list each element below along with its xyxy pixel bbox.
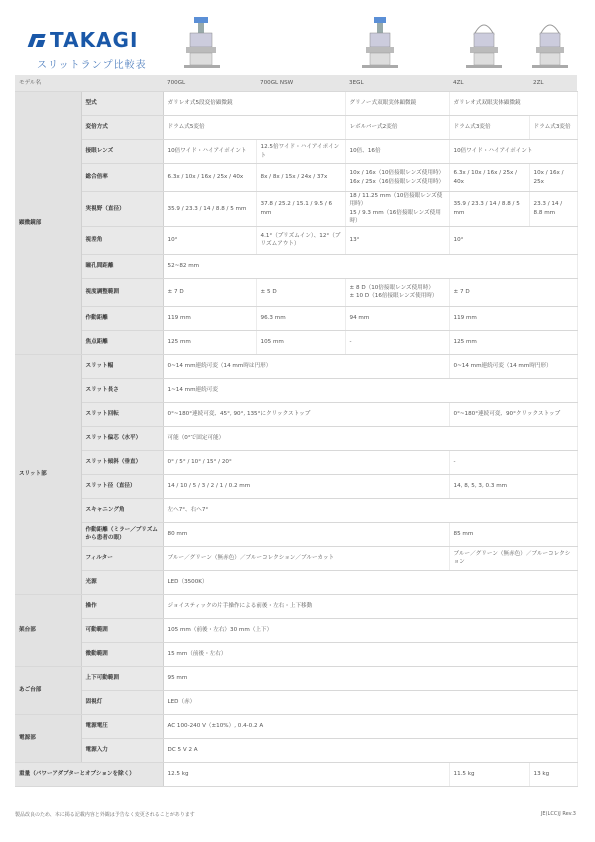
table-row [15, 192, 577, 227]
spec-cell: レボルバー式2変倍 [345, 116, 449, 140]
spec-cell: 119 mm [449, 306, 577, 330]
spec-cell: 8x / 8x / 15x / 24x / 37x [256, 164, 345, 192]
spec-cell: 0°~180°連続可変、45°, 90°, 135°にクリックストップ [163, 402, 449, 426]
spec-cell: ブルー／グリーン（無赤色）／ブルーコレクション／ブルーカット [163, 546, 449, 570]
spec-cell: 15 mm（前後・左右） [163, 642, 577, 666]
row-label: スリット長さ [81, 378, 163, 402]
section-label: 顕微鏡部 [15, 92, 81, 355]
spec-cell: 0° / 5° / 10° / 15° / 20° [163, 450, 449, 474]
spec-cell: 85 mm [449, 522, 577, 546]
table-row [15, 474, 577, 498]
spec-cell: - [345, 330, 449, 354]
spec-comparison-table [15, 75, 578, 787]
table-row [15, 450, 577, 474]
weight-label: 重量（パワーアダプターとオプションを除く） [15, 762, 163, 786]
spec-cell: ± 7 D [449, 278, 577, 306]
spec-cell: 10倍ワイド・ハイアイポイント [449, 140, 577, 164]
table-row [15, 226, 577, 254]
spec-cell: 105 mm（前後・左右）30 mm（上下） [163, 618, 577, 642]
spec-cell: 0~14 mm連続可変（14 mm時円形） [449, 354, 577, 378]
section-label: 電源部 [15, 714, 81, 762]
spec-cell: LED（3500K） [163, 570, 577, 594]
row-label: 操作 [81, 594, 163, 618]
weight-cell: 12.5 kg [163, 762, 449, 786]
table-row [15, 714, 577, 738]
table-row [15, 546, 577, 570]
spec-cell: ガリレオ式双眼実体顕微鏡 [449, 92, 577, 116]
row-label: 焦点距離 [81, 330, 163, 354]
row-label: スリット幅 [81, 354, 163, 378]
row-label: フィルター [81, 546, 163, 570]
spec-cell: ジョイスティックの片手操作による前後・左右・上下移動 [163, 594, 577, 618]
header-model-name: モデル名 [15, 75, 163, 92]
row-label: 型式 [81, 92, 163, 116]
spec-cell: 12.5倍ワイド・ハイアイポイント [256, 140, 345, 164]
spec-cell: ± 5 D [256, 278, 345, 306]
document-id: JE(LCC)J Rev.3 [540, 811, 576, 817]
row-label: 電源入力 [81, 738, 163, 762]
spec-cell: LED（赤） [163, 690, 577, 714]
spec-cell: 18 / 11.25 mm（10倍接眼レンズ使用時） 15 / 9.3 mm（16倍接眼レンズ使用時） [345, 192, 449, 227]
row-label: スキャニング角 [81, 498, 163, 522]
table-row [15, 594, 577, 618]
spec-cell: 119 mm [163, 306, 256, 330]
spec-cell: 0°~180°連続可変、90°クリックストップ [449, 402, 577, 426]
slit-lamp-2zl-image [528, 15, 572, 70]
spec-cell: 14, 8, 5, 3, 0.3 mm [449, 474, 577, 498]
spec-cell: 6.3x / 10x / 16x / 25x / 40x [163, 164, 256, 192]
table-row [15, 330, 577, 354]
spec-cell: 可能（0°で固定可能） [163, 426, 577, 450]
spec-cell: 1~14 mm連続可変 [163, 378, 577, 402]
spec-cell: 96.3 mm [256, 306, 345, 330]
row-label: 電源電圧 [81, 714, 163, 738]
table-row [15, 354, 577, 378]
section-label: スリット部 [15, 354, 81, 594]
header-model-700gl: 700GL [163, 75, 256, 92]
row-label: 瞳孔間距離 [81, 254, 163, 278]
header-model-3egl: 3EGL [345, 75, 449, 92]
table-row [15, 402, 577, 426]
spec-cell: 35.9 / 23.3 / 14 / 8.8 / 5 mm [163, 192, 256, 227]
weight-cell: 13 kg [529, 762, 577, 786]
footnote: 製品改良のため、本に掲る記載内容と外観は予告なく変更されることがあります [15, 812, 195, 818]
spec-cell: 0~14 mm連続可変（14 mm時は円形） [163, 354, 449, 378]
spec-cell: 10° [449, 226, 577, 254]
spec-cell: ± 7 D [163, 278, 256, 306]
row-label: 光源 [81, 570, 163, 594]
header-model-700gl-nsw: 700GL NSW [256, 75, 345, 92]
table-row [15, 690, 577, 714]
row-label: 視差角 [81, 226, 163, 254]
row-label: 可動範囲 [81, 618, 163, 642]
table-row [15, 306, 577, 330]
spec-cell: 80 mm [163, 522, 449, 546]
row-label: 実視野（直径） [81, 192, 163, 227]
spec-cell: 23.3 / 14 / 8.8 mm [529, 192, 577, 227]
spec-cell: AC 100-240 V（±10%）, 0.4-0.2 A [163, 714, 577, 738]
table-row [15, 378, 577, 402]
spec-cell: 4.1°（プリズムイン）、12°（プリズムアウト） [256, 226, 345, 254]
spec-cell: 35.9 / 23.3 / 14 / 8.8 / 5 mm [449, 192, 529, 227]
spec-cell: 10x / 16x / 25x [529, 164, 577, 192]
table-header-row [15, 75, 577, 92]
weight-cell: 11.5 kg [449, 762, 529, 786]
section-label: あご台部 [15, 666, 81, 714]
section-label: 架台部 [15, 594, 81, 666]
row-label: 固視灯 [81, 690, 163, 714]
spec-cell: 10° [163, 226, 256, 254]
spec-cell: 125 mm [449, 330, 577, 354]
table-row [15, 570, 577, 594]
table-row [15, 738, 577, 762]
spec-cell: 10倍ワイド・ハイアイポイント [163, 140, 256, 164]
row-label: 総合倍率 [81, 164, 163, 192]
spec-cell: ドラム式3変倍 [449, 116, 529, 140]
spec-cell: 左へ7°、右へ7° [163, 498, 577, 522]
table-row [15, 164, 577, 192]
row-label: 作動距離（ミラー／プリズムから患者の眼） [81, 522, 163, 546]
table-row [15, 522, 577, 546]
row-label: 視度調整範囲 [81, 278, 163, 306]
row-label: 微動範囲 [81, 642, 163, 666]
spec-cell: 10x / 16x（10倍接眼レンズ使用時） 16x / 25x（16倍接眼レンズ使用時） [345, 164, 449, 192]
row-label: スリット径（直径） [81, 474, 163, 498]
row-label: 上下可動範囲 [81, 666, 163, 690]
table-row [15, 642, 577, 666]
row-label: スリット傾斜（垂直） [81, 450, 163, 474]
spec-cell: ドラム式5変倍 [163, 116, 345, 140]
spec-cell: 94 mm [345, 306, 449, 330]
table-row [15, 92, 577, 116]
header-model-2zl: 2ZL [529, 75, 577, 92]
spec-cell: 10倍、16倍 [345, 140, 449, 164]
spec-cell: 37.8 / 25.2 / 15.1 / 9.5 / 6 mm [256, 192, 345, 227]
table-row [15, 116, 577, 140]
spec-cell: 52~82 mm [163, 254, 577, 278]
row-label: 作動距離 [81, 306, 163, 330]
table-row [15, 254, 577, 278]
spec-cell: 6.3x / 10x / 16x / 25x / 40x [449, 164, 529, 192]
page-title: スリットランプ比較表 [37, 60, 147, 71]
spec-cell: ± 8 D（10倍接眼レンズ使用時） ± 10 D（16倍接眼レンズ使用時） [345, 278, 449, 306]
spec-cell: ガリレオ式5段変倍顕微鏡 [163, 92, 345, 116]
spec-cell: ブルー／グリーン（無赤色）／ブルーコレクション [449, 546, 577, 570]
table-row [15, 426, 577, 450]
slit-lamp-4zl-image [462, 15, 506, 70]
spec-cell: 13° [345, 226, 449, 254]
table-row [15, 278, 577, 306]
spec-cell: DC 5 V 2 A [163, 738, 577, 762]
table-row [15, 666, 577, 690]
brand-name: TAKAGI [50, 28, 139, 52]
takagi-mark-icon [28, 31, 46, 49]
spec-cell: 105 mm [256, 330, 345, 354]
spec-cell: ドラム式3変倍 [529, 116, 577, 140]
table-row-weight [15, 762, 577, 786]
table-row [15, 140, 577, 164]
spec-cell: 125 mm [163, 330, 256, 354]
slit-lamp-700gl-image [180, 15, 224, 70]
slit-lamp-3egl-image [358, 15, 402, 70]
row-label: スリット偏芯（水平） [81, 426, 163, 450]
spec-cell: 14 / 10 / 5 / 3 / 2 / 1 / 0.2 mm [163, 474, 449, 498]
spec-cell: グリノー式双眼実体顕微鏡 [345, 92, 449, 116]
spec-cell: - [449, 450, 577, 474]
table-row [15, 618, 577, 642]
brand-logo [28, 28, 138, 52]
row-label: スリット回転 [81, 402, 163, 426]
header-model-4zl: 4ZL [449, 75, 529, 92]
row-label: 変倍方式 [81, 116, 163, 140]
spec-cell: 95 mm [163, 666, 577, 690]
row-label: 接眼レンズ [81, 140, 163, 164]
table-row [15, 498, 577, 522]
